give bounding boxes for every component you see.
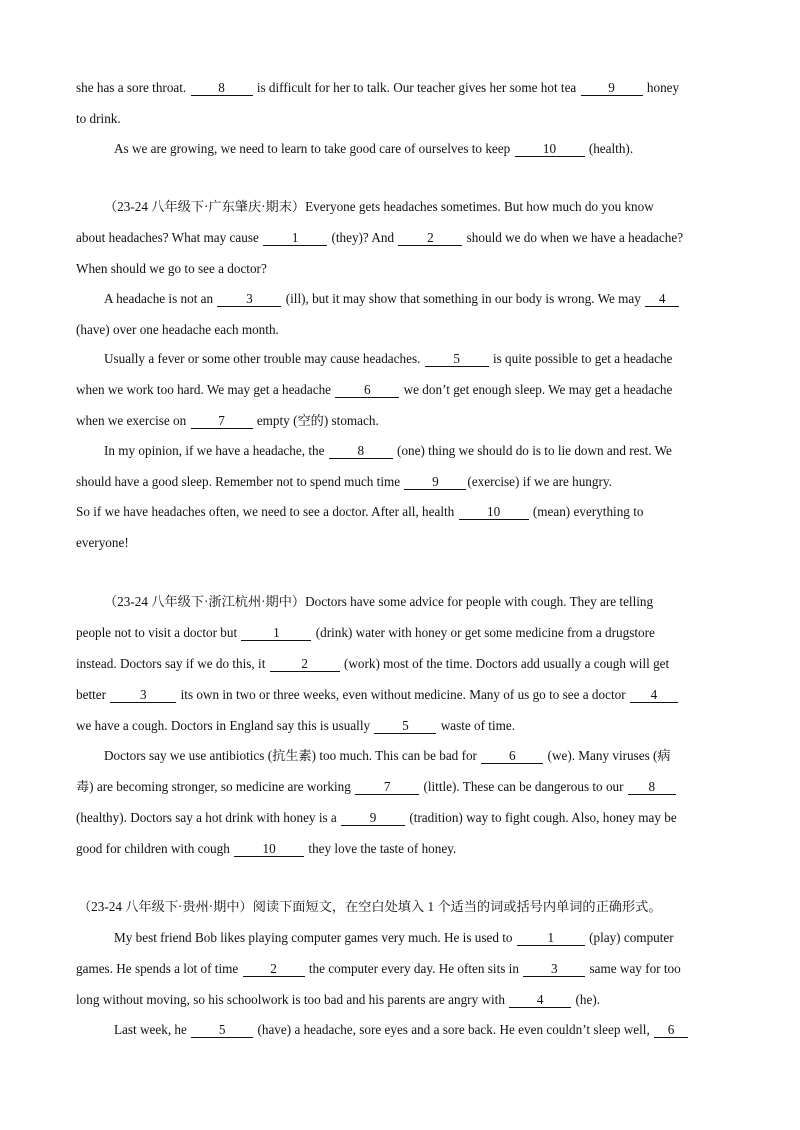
text-line — [114, 929, 674, 947]
text-segment: they love the taste of honey. — [305, 841, 457, 856]
text-segment: (one) thing we should do is to lie down and rest. We — [393, 443, 672, 458]
text-segment: is quite possible to get a headache — [489, 351, 673, 366]
text-segment: its own in two or three weeks, even without medicine. Many of us go to see a doctor — [177, 687, 629, 702]
text-segment: 毒) are becoming stronger, so medicine are working — [76, 779, 355, 794]
text-segment: (ill), but it may show that something in our body is wrong. We may — [282, 291, 645, 306]
text-segment: when we exercise on — [76, 413, 190, 428]
text-segment: As we are growing, we need to learn to take good care of ourselves to keep — [114, 141, 514, 156]
blank-3[interactable]: 3 — [110, 688, 176, 703]
blank-10[interactable]: 10 — [459, 505, 529, 520]
text-line — [104, 442, 672, 460]
text-line: to drink. — [76, 111, 121, 126]
text-segment: same way for too — [586, 961, 681, 976]
passage-heading: （23-24 八年级下·广东肇庆·期末）Everyone gets headaches sometimes. But how much do you know — [104, 199, 654, 214]
blank-1[interactable]: 1 — [263, 231, 327, 246]
blank-2[interactable]: 2 — [398, 231, 462, 246]
text-line — [76, 473, 612, 491]
blank-7[interactable]: 7 — [191, 414, 253, 429]
blank-4[interactable]: 4 — [645, 292, 679, 307]
blank-5[interactable]: 5 — [425, 352, 489, 367]
text-line — [114, 1021, 689, 1039]
text-line — [76, 778, 677, 796]
text-segment: games. He spends a lot of time — [76, 961, 242, 976]
text-segment: (we). Many viruses (病 — [544, 748, 671, 763]
blank-10[interactable]: 10 — [234, 842, 304, 857]
text-segment: Last week, he — [114, 1022, 191, 1037]
blank-2[interactable]: 2 — [243, 962, 305, 977]
text-segment: (they)? And — [328, 230, 398, 245]
blank-10[interactable]: 10 — [515, 142, 585, 157]
text-segment: (he). — [572, 992, 601, 1007]
blank-9[interactable]: 9 — [581, 81, 643, 96]
blank-8[interactable]: 8 — [329, 444, 393, 459]
text-segment: is difficult for her to talk. Our teacher gives her some hot tea — [253, 80, 580, 95]
text-line — [76, 809, 677, 827]
text-line — [104, 290, 680, 308]
text-line: (have) over one headache each month. — [76, 322, 279, 337]
passage-heading: （23-24 八年级下·浙江杭州·期中）Doctors have some advice for people with cough. They are telling — [104, 594, 654, 609]
blank-6[interactable]: 6 — [481, 749, 543, 764]
text-segment: should have a good sleep. Remember not to spend much time — [76, 474, 404, 489]
text-line — [76, 960, 681, 978]
text-line — [104, 747, 671, 765]
blank-5[interactable]: 5 — [191, 1023, 253, 1038]
text-line: When should we go to see a doctor? — [76, 261, 267, 276]
blank-6[interactable]: 6 — [654, 1023, 688, 1038]
text-segment: Usually a fever or some other trouble may cause headaches. — [104, 351, 424, 366]
blank-9[interactable]: 9 — [341, 811, 405, 826]
text-segment: we don’t get enough sleep. We may get a headache — [400, 382, 673, 397]
text-segment: the computer every day. He often sits in — [305, 961, 523, 976]
text-segment: (work) most of the time. Doctors add usually a cough will get — [340, 656, 670, 671]
blank-4[interactable]: 4 — [509, 993, 571, 1008]
text-line — [76, 624, 655, 642]
text-segment: instead. Doctors say if we do this, it — [76, 656, 269, 671]
text-segment: good for children with cough — [76, 841, 234, 856]
text-segment: (play) computer — [585, 930, 674, 945]
text-line — [76, 655, 669, 673]
text-segment: My best friend Bob likes playing computer games very much. He is used to — [114, 930, 516, 945]
text-line — [76, 840, 456, 858]
text-segment: Doctors say we use antibiotics (抗生素) too much. This can be bad for — [104, 748, 481, 763]
text-segment: (exercise) if we are hungry. — [467, 474, 612, 489]
blank-9[interactable]: 9 — [404, 475, 466, 490]
text-segment: (mean) everything to — [529, 504, 644, 519]
text-segment: A headache is not an — [104, 291, 217, 306]
blank-8[interactable]: 8 — [628, 780, 676, 795]
text-segment: So if we have headaches often, we need to see a doctor. After all, health — [76, 504, 458, 519]
text-segment: empty (空的) stomach. — [253, 413, 379, 428]
blank-8[interactable]: 8 — [191, 81, 253, 96]
text-segment: we have a cough. Doctors in England say this is usually — [76, 718, 374, 733]
text-segment: should we do when we have a headache? — [463, 230, 684, 245]
text-line — [76, 412, 379, 430]
text-line — [114, 140, 633, 158]
blank-4[interactable]: 4 — [630, 688, 678, 703]
blank-2[interactable]: 2 — [270, 657, 340, 672]
text-line — [76, 503, 643, 521]
text-segment: (healthy). Doctors say a hot drink with honey is a — [76, 810, 341, 825]
text-line — [76, 381, 672, 399]
text-segment: (health). — [585, 141, 634, 156]
passage-heading: （23-24 八年级下·贵州·期中）阅读下面短文，在空白处填入 1 个适当的词或括号内单词的正确形式。 — [78, 899, 662, 914]
text-segment: (have) a headache, sore eyes and a sore back. He even couldn’t sleep well, — [254, 1022, 654, 1037]
text-segment: (little). These can be dangerous to our — [420, 779, 627, 794]
text-line — [76, 229, 683, 247]
blank-6[interactable]: 6 — [335, 383, 399, 398]
text-line: everyone! — [76, 535, 129, 550]
blank-1[interactable]: 1 — [241, 626, 311, 641]
text-line — [76, 717, 515, 735]
text-segment: when we work too hard. We may get a headache — [76, 382, 335, 397]
text-line — [76, 79, 679, 97]
blank-3[interactable]: 3 — [523, 962, 585, 977]
blank-1[interactable]: 1 — [517, 931, 585, 946]
text-line — [104, 350, 672, 368]
blank-5[interactable]: 5 — [374, 719, 436, 734]
text-segment: better — [76, 687, 110, 702]
blank-7[interactable]: 7 — [355, 780, 419, 795]
text-segment: (drink) water with honey or get some medicine from a drugstore — [312, 625, 655, 640]
text-segment: about headaches? What may cause — [76, 230, 263, 245]
text-segment: she has a sore throat. — [76, 80, 190, 95]
text-segment: (tradition) way to fight cough. Also, honey may be — [406, 810, 677, 825]
text-segment: people not to visit a doctor but — [76, 625, 241, 640]
text-segment: waste of time. — [437, 718, 516, 733]
text-line — [76, 991, 600, 1009]
text-segment: long without moving, so his schoolwork is too bad and his parents are angry with — [76, 992, 509, 1007]
text-segment: In my opinion, if we have a headache, the — [104, 443, 328, 458]
text-segment: honey — [643, 80, 680, 95]
text-line — [76, 686, 679, 704]
blank-3[interactable]: 3 — [217, 292, 281, 307]
